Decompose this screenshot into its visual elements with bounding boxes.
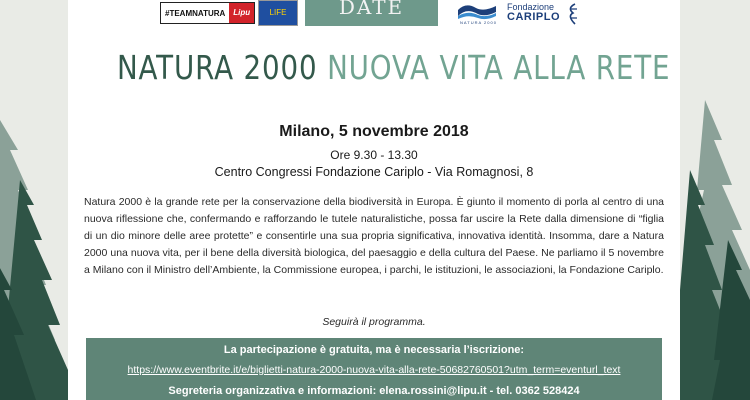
date-banner [305,0,438,26]
cariplo-line2: CARIPLO [507,11,560,23]
description-paragraph: Natura 2000 è la grande rete per la conservazione della biodiversità in Europa. È giunto il momento di porla al centro di una nuova riflessione che, confermando e rafforzando le tutele naturalistiche, possa far uscire la Rete dalla dimensione di “figlia di un dio minore delle aree protette” e consentirle una sua propria significativa, innovativa identità. Insomma, dare a Natura 2000 una nuova vita, per il bene della diversità biologica, del paesaggio e della cultura del Paese. Ne parliamo il 5 novembre a Milano con il Ministro dell’Ambiente, la Commissione europea, i parchi, le istituzioni, le associazioni, la Fondazione Cariplo. [84,196,664,277]
registration-note: La partecipazione è gratuita, ma è necessaria l’iscrizione: [223,344,525,356]
program-note: Seguirà il programma. [322,316,426,328]
cariplo-logo [507,2,560,22]
invitation-card [68,0,680,400]
teamnatura-logo [160,2,255,24]
registration-info-box [86,338,662,400]
headline-part2: NUOVA VITA ALLA RETE [327,48,671,87]
headline [116,48,671,87]
headline-part1: NATURA 2000 [116,48,318,87]
event-hours: Ore 9.30 - 13.30 [330,148,418,162]
secretariat-contact: Segreteria organizzativa e informazioni: elena.rossini@lipu.it - tel. 0362 528424 [168,385,580,397]
partner-logos [68,0,680,32]
natura2000-logo-text: NATURA 2000 [460,20,497,25]
lipu-logo: Lipu [229,3,254,23]
teamnatura-text: #TEAMNATURA [165,8,226,18]
life-logo [258,0,298,26]
event-venue: Centro Congressi Fondazione Cariplo - Via Romagnosi, 8 [214,165,534,179]
cariplo-line1: Fondazione [507,2,555,12]
event-date: Milano, 5 novembre 2018 [279,123,469,140]
life-logo-text: LIFE [269,8,287,17]
date-banner-text: DATE [338,0,405,19]
registration-link[interactable]: https://www.eventbrite.it/e/biglietti-natura-2000-nuova-vita-alla-rete-50682760501?utm_term=eventurl_text [127,364,621,376]
cariplo-mark-icon [565,2,579,26]
